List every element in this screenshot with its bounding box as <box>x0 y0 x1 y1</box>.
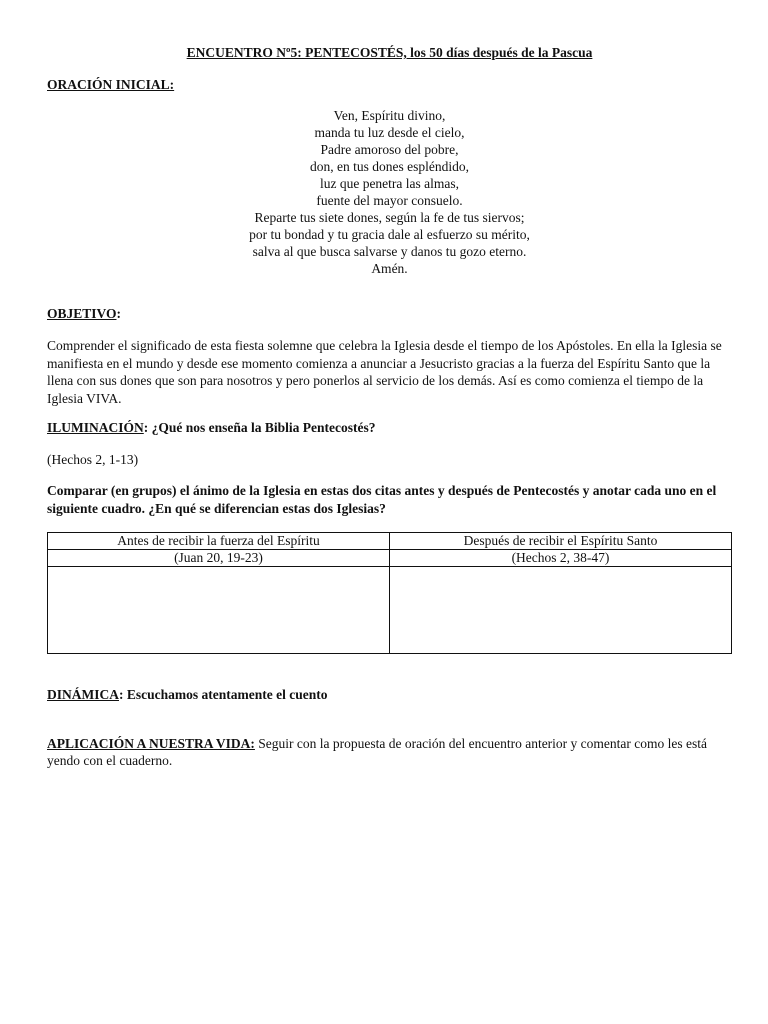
prayer-text <box>47 107 732 277</box>
objetivo-heading-line <box>47 305 732 322</box>
aplicacion-paragraph <box>47 735 732 769</box>
prayer-line: Amén. <box>371 261 408 276</box>
dinamica-line <box>47 686 732 703</box>
objetivo-colon: : <box>116 306 121 321</box>
table-header-right <box>390 533 732 567</box>
table-header-left <box>48 533 390 567</box>
iluminacion-instruction: Comparar (en grupos) el ánimo de la Iglesia en estas dos citas antes y después de Pentecostés y anotar cada uno en el siguiente cuadro. ¿En qué se diferencian estas dos Iglesias? <box>47 483 717 516</box>
prayer-line: Padre amoroso del pobre, <box>320 142 459 157</box>
prayer-line: salva al que busca salvarse y danos tu gozo eterno. <box>252 244 527 259</box>
prayer-line: fuente del mayor consuelo. <box>316 193 463 208</box>
aplicacion-heading: APLICACIÓN A NUESTRA VIDA: <box>47 736 255 751</box>
prayer-line: don, en tus dones espléndido, <box>310 159 469 174</box>
prayer-line: luz que penetra las almas, <box>319 176 460 191</box>
table-header-row <box>48 533 732 567</box>
prayer-line: Ven, Espíritu divino, <box>333 108 446 123</box>
objetivo-text: Comprender el significado de esta fiesta solemne que celebra la Iglesia desde el tiempo de los Apóstoles. En ella la Iglesia se manifiesta en el mundo y desde ese momento comienza a anunciar a Jesucristo gracias a la fuerza del Espíritu Santo que la llena con sus dones que son para nosotros y pero ponerlos al servicio de los demás. Así es como comienza el tiempo de la Iglesia VIVA. <box>47 338 722 406</box>
table-answer-row <box>48 567 732 654</box>
oracion-heading: ORACIÓN INICIAL: <box>47 77 175 92</box>
left-header: Antes de recibir la fuerza del Espíritu <box>117 533 320 548</box>
right-cite: (Hechos 2, 38-47) <box>390 549 731 566</box>
prayer-line: manda tu luz desde el cielo, <box>314 125 465 140</box>
answer-cell-left[interactable] <box>48 567 390 654</box>
iluminacion-question: : ¿Qué nos enseña la Biblia Pentecostés? <box>143 420 376 435</box>
prayer-line: por tu bondad y tu gracia dale al esfuerzo su mérito, <box>249 227 530 242</box>
comparison-table <box>47 532 732 654</box>
prayer-line: Reparte tus siete dones, según la fe de tus siervos; <box>254 210 525 225</box>
iluminacion-heading: ILUMINACIÓN <box>47 420 144 435</box>
answer-cell-right[interactable] <box>390 567 732 654</box>
aplicacion-text: Seguir con la propuesta de oración del encuentro anterior y comentar como les está yendo con el cuaderno. <box>47 736 708 768</box>
dinamica-heading: DINÁMICA <box>47 687 119 702</box>
oracion-heading-line <box>47 76 732 93</box>
objetivo-heading: OBJETIVO <box>47 306 117 321</box>
left-cite: (Juan 20, 19-23) <box>48 549 389 566</box>
right-header: Después de recibir el Espíritu Santo <box>463 533 658 548</box>
page-title: ENCUENTRO Nº5: PENTECOSTÉS, los 50 días después de la Pascua <box>186 45 593 60</box>
iluminacion-citation: (Hechos 2, 1-13) <box>47 452 139 467</box>
iluminacion-line <box>47 419 732 436</box>
dinamica-text: : Escuchamos atentamente el cuento <box>119 687 328 702</box>
